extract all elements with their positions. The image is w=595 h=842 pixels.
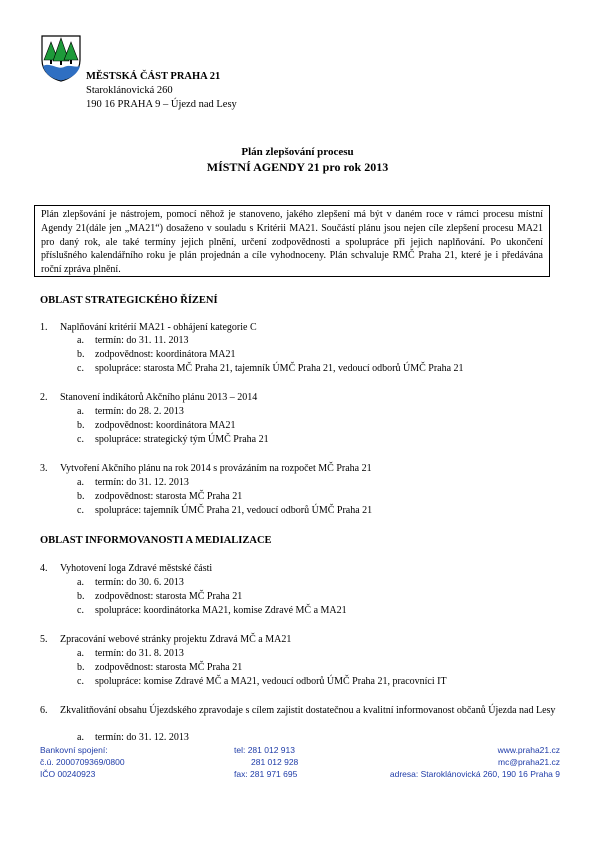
organization-header (86, 70, 237, 112)
intro-box: Plán zlepšování je nástrojem, pomocí něhož je stanoveno, jakého zlepšení má být v daném roce v rámci procesu místní Agendy 21(dále jen „MA21“) dosaženo v souladu s Kritérii MA21. Součástí plánu jsou nejen cíle zlepšení procesu MA21 pro daný rok, ale také termíny jejich plnění, určení zodpovědnosti a spolupráce při jejich naplňování. Po ukončení příslušného kalendářního roku je plán projednán a cíle vyhodnoceny. Plán schvaluje RMČ Praha 21, které je i předávána roční zpráva plnění. (34, 205, 550, 277)
footer-tel2: 281 012 928 (251, 757, 299, 767)
sub-item (77, 505, 372, 517)
org-street: Staroklánovická 260 (86, 85, 173, 96)
sub-item (77, 648, 184, 660)
item-number: 6. (40, 705, 48, 716)
document-title-line2: MÍSTNÍ AGENDY 21 pro rok 2013 (206, 160, 389, 174)
sub-text: termín: do 31. 11. 2013 (95, 335, 189, 346)
item-text: Zpracování webové stránky projektu Zdravá MČ a MA21 (60, 634, 292, 645)
sub-letter: b. (77, 662, 85, 673)
footer-phones (234, 744, 298, 780)
sub-item (77, 406, 184, 418)
list-item (40, 563, 212, 575)
sub-item (77, 420, 236, 432)
item-number: 3. (40, 463, 48, 474)
footer-tel: tel: 281 012 913 (234, 745, 295, 755)
sub-letter: c. (77, 505, 84, 516)
sub-text: termín: do 28. 2. 2013 (95, 406, 184, 417)
sub-item (77, 434, 269, 446)
footer-web-link[interactable]: www.praha21.cz (497, 745, 560, 755)
footer-contact (390, 744, 560, 780)
sub-letter: c. (77, 434, 84, 445)
sub-text: termín: do 31. 12. 2013 (95, 732, 189, 743)
org-name: MĚSTSKÁ ČÁST PRAHA 21 (86, 71, 221, 82)
sub-letter: a. (77, 335, 84, 346)
sub-letter: a. (77, 648, 84, 659)
list-item (40, 392, 257, 404)
sub-letter: b. (77, 491, 85, 502)
sub-text: zodpovědnost: starosta MČ Praha 21 (95, 662, 243, 673)
sub-item (77, 335, 189, 347)
sub-text: spolupráce: komise Zdravé MČ a MA21, vedoucí odborů ÚMČ Praha 21, pracovníci IT (95, 676, 447, 687)
item-number: 5. (40, 634, 48, 645)
sub-item (77, 491, 242, 503)
sub-text: zodpovědnost: starosta MČ Praha 21 (95, 591, 243, 602)
item-text: Stanovení indikátorů Akčního plánu 2013 – 2014 (60, 392, 258, 403)
sub-letter: a. (77, 406, 84, 417)
sub-text: termín: do 31. 8. 2013 (95, 648, 184, 659)
item-text: Zkvalitňování obsahu Újezdského zpravodaje s cílem zajistit dostatečnou a kvalitní informovanost občanů Újezda nad Lesy (60, 705, 556, 716)
footer-email-link[interactable]: mc@praha21.cz (497, 757, 560, 767)
sub-item (77, 676, 447, 688)
sub-item (77, 605, 347, 617)
item-number: 2. (40, 392, 48, 403)
sub-letter: a. (77, 477, 84, 488)
sub-text: spolupráce: strategický tým ÚMČ Praha 21 (95, 434, 269, 445)
sub-letter: b. (77, 591, 85, 602)
sub-letter: a. (77, 732, 84, 743)
sub-text: termín: do 31. 12. 2013 (95, 477, 189, 488)
item-text: Vyhotovení loga Zdravé městské části (60, 563, 213, 574)
sub-letter: a. (77, 577, 84, 588)
sub-letter: b. (77, 420, 85, 431)
document-title-line1: Plán zlepšování procesu (241, 146, 354, 158)
item-text: Vytvoření Akčního plánu na rok 2014 s provázáním na rozpočet MČ Praha 21 (60, 463, 372, 474)
sub-letter: b. (77, 349, 85, 360)
sub-item (77, 662, 242, 674)
sub-item (77, 477, 189, 489)
sub-item (77, 732, 189, 744)
sub-letter: c. (77, 676, 84, 687)
sub-text: zodpovědnost: koordinátora MA21 (95, 349, 236, 360)
sub-item (77, 577, 184, 589)
coat-of-arms-trees-icon (40, 34, 82, 82)
sub-text: spolupráce: starosta MČ Praha 21, tajemník ÚMČ Praha 21, vedoucí odborů ÚMČ Praha 21 (95, 363, 464, 374)
sub-text: spolupráce: tajemník ÚMČ Praha 21, vedoucí odborů ÚMČ Praha 21 (95, 505, 373, 516)
item-number: 1. (40, 322, 48, 333)
sub-letter: c. (77, 363, 84, 374)
sub-text: termín: do 30. 6. 2013 (95, 577, 184, 588)
footer-address: adresa: Staroklánovická 260, 190 16 Praha 9 (389, 769, 560, 779)
org-city: 190 16 PRAHA 9 – Újezd nad Lesy (86, 99, 237, 110)
list-item (40, 322, 257, 334)
list-item (40, 705, 560, 717)
item-number: 4. (40, 563, 48, 574)
footer-ico: IČO 00240923 (40, 769, 96, 779)
footer-bank-info (40, 744, 125, 780)
section-heading: OBLAST STRATEGICKÉHO ŘÍZENÍ (40, 295, 218, 306)
footer-bank-label: Bankovní spojení: (40, 745, 108, 755)
footer-account: č.ú. 2000709369/0800 (40, 757, 125, 767)
item-text: Naplňování kritérií MA21 - obhájení kategorie C (60, 322, 257, 333)
sub-text: zodpovědnost: starosta MČ Praha 21 (95, 491, 243, 502)
sub-text: spolupráce: koordinátorka MA21, komise Zdravé MČ a MA21 (95, 605, 347, 616)
sub-item (77, 363, 464, 375)
list-item (40, 634, 291, 646)
footer-fax: fax: 281 971 695 (234, 769, 298, 779)
section-heading: OBLAST INFORMOVANOSTI A MEDIALIZACE (40, 535, 272, 546)
list-item (40, 463, 372, 475)
sub-text: zodpovědnost: koordinátora MA21 (95, 420, 236, 431)
sub-item (77, 349, 236, 361)
sub-letter: c. (77, 605, 84, 616)
sub-item (77, 591, 242, 603)
